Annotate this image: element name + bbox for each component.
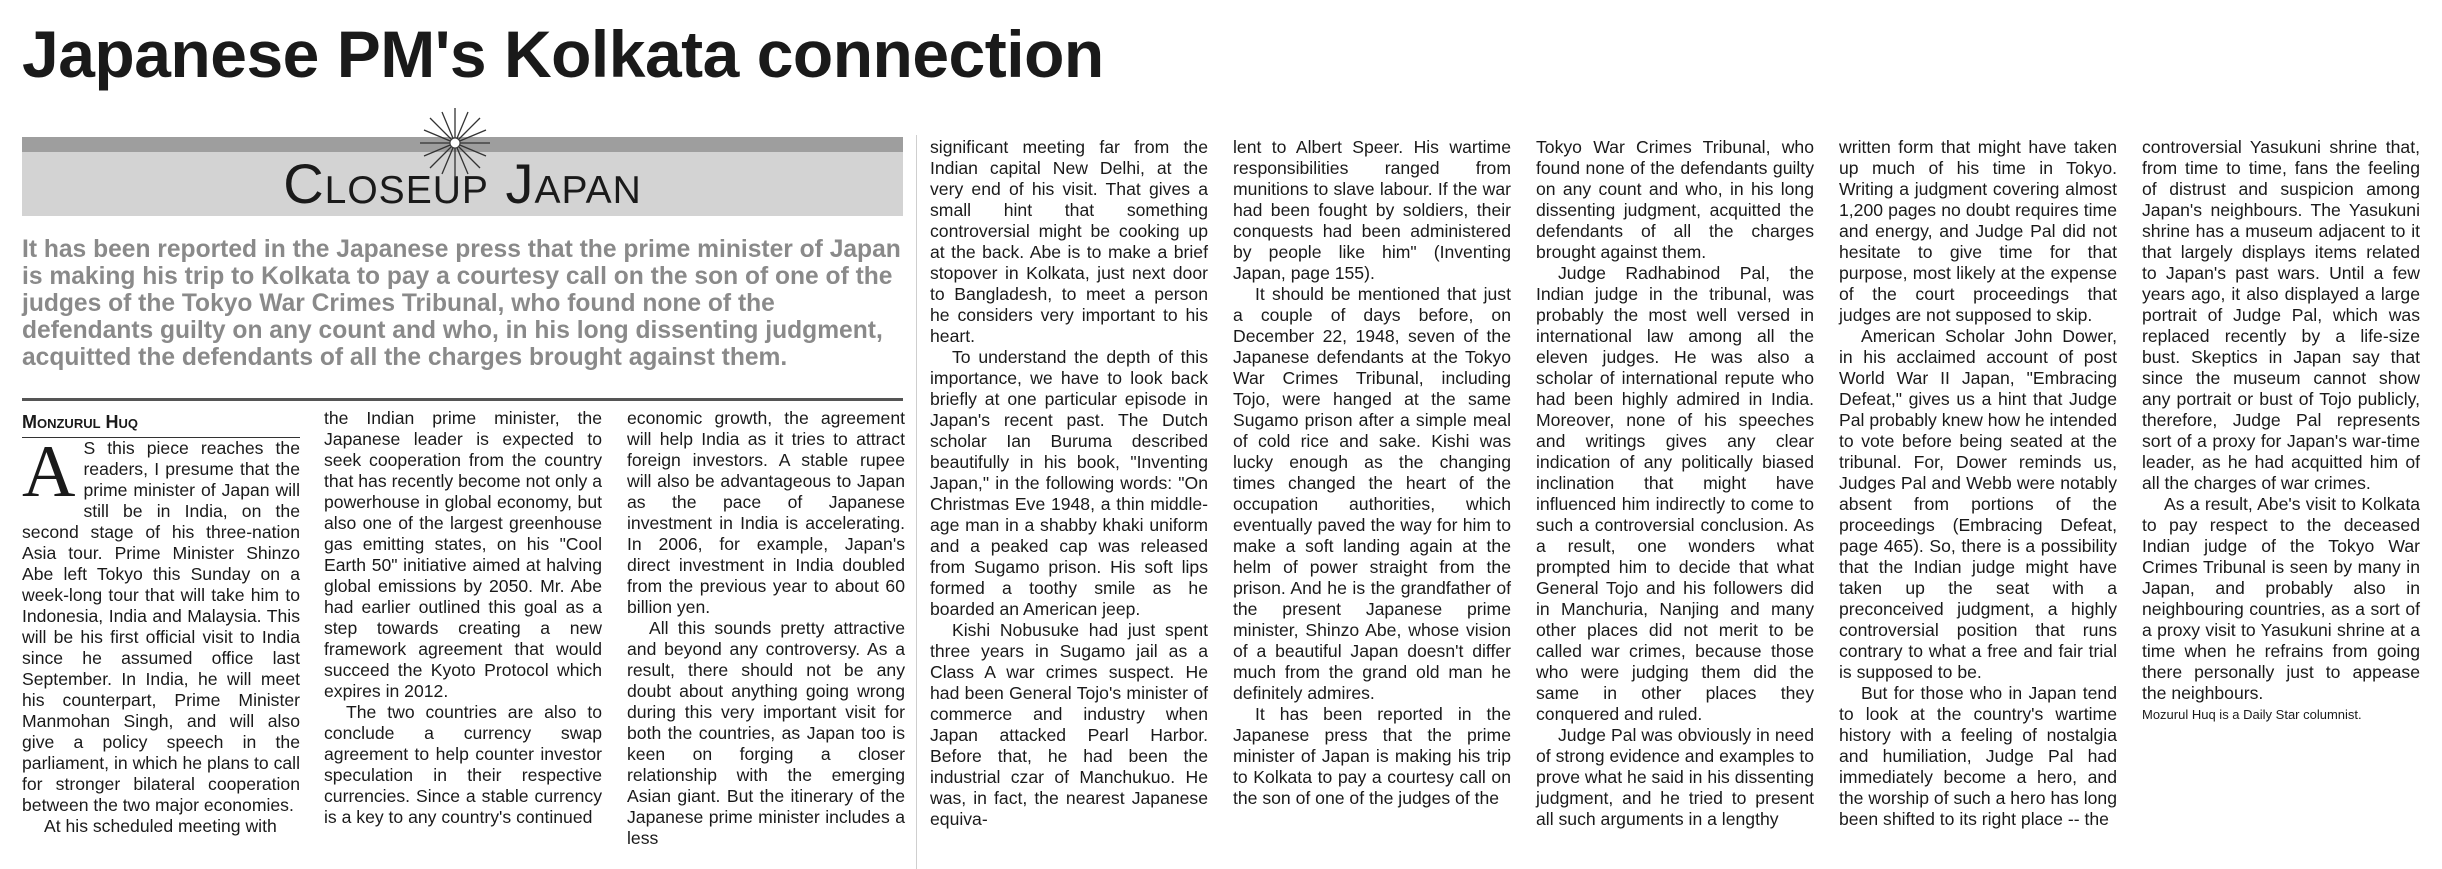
headline: Japanese PM's Kolkata connection [22,17,1104,91]
paragraph: Tokyo War Crimes Tribunal, who found none of the defendants guilty on any count and who, in his long dissenting judgment, acquitted the defendants of all the charges brought against them. [1536,137,1814,262]
paragraph: But for those who in Japan tend to look at the country's wartime history with a feeling of nostalgia and humiliation, Judge Pal had immediately become a hero, and the worship of such a hero has long been shifted to its right place -- the [1839,683,2117,829]
article-column-3 [627,408,905,849]
lede-rule [22,398,903,401]
paragraph: significant meeting far from the Indian capital New Delhi, at the very end of his visit. That gives a small hint that something controversial might be cooking up at the back. Abe is to make a brief stopover in Kolkata, just next door to Bangladesh, to meet a person he considers very important to his heart. [930,137,1208,346]
byline: Monzurul Huq [22,412,300,438]
column-divider [916,135,917,869]
paragraph: economic growth, the agreement will help India as it tries to attract foreign investors. A stable rupee will also be advantageous to Japan as the pace of Japanese investment in India is accelerating. In 2006, for example, Japan's direct investment in India doubled from the previous year to about 60 billion yen. [627,408,905,617]
paragraph: the Indian prime minister, the Japanese leader is expected to seek cooperation from the country that has recently become not only a powerhouse in global economy, but also one of the largest greenhouse gas emitting states, on his "Cool Earth 50" initiative aimed at halving global emissions by 2050. Mr. Abe had earlier outlined this goal as a step towards creating a new framework agreement that would succeed the Kyoto Protocol which expires in 2012. [324,408,602,701]
paragraph: Kishi Nobusuke had just spent three years in Sugamo jail as a Class A war crimes suspect. He had been General Tojo's minister of commerce and industry when Japan attacked Pearl Harbor. Before that, he had been the industrial czar of Manchukuo. He was, in fact, the nearest Japanese equiva- [930,620,1208,829]
article-column-7 [1839,137,2117,830]
paragraph: controversial Yasukuni shrine that, from time to time, fans the feeling of distrust and suspicion among Japan's neighbours. The Yasukuni shrine has a museum adjacent to it that largely displays items related to Japan's past wars. Until a few years ago, it also displayed a large portrait of Judge Pal, which was replaced recently by a life-size bust. Skeptics in Japan say that since the museum cannot show any portrait or bust of Tojo publicly, therefore, Judge Pal represents sort of a proxy for Japan's war-time leader, as he had acquitted him of all the charges of war crimes. [2142,137,2420,493]
article-column-2 [324,408,602,828]
article-column-6 [1536,137,1814,830]
paragraph: To understand the depth of this importance, we have to look back briefly at one particular episode in Japan's recent past. The Dutch scholar Ian Buruma described beautifully in his book, "Inventing Japan," in the following words: "On Christmas Eve 1948, a thin middle-age man in a shabby khaki uniform and a peaked cap was released from Sugamo prison. His soft lips formed a toothy smile as he boarded an American jeep. [930,347,1208,619]
paragraph: At his scheduled meeting with [44,816,277,836]
lede-summary: It has been reported in the Japanese press that the prime minister of Japan is making his trip to Kolkata to pay a courtesy call on the son of one of the judges of the Tokyo War Crimes Tribunal, who found none of the defendants guilty on any count and who, in his long dissenting judgment, acquitted the defendants of all the charges brought against them. [22,236,901,371]
article-column-1 [22,412,300,837]
paragraph: A S this piece reaches the readers, I presume that the prime minister of Japan will still be in India, on the second stage of his three-nation Asia tour. Prime Minister Shinzo Abe left Tokyo this Sunday on a week-long tour that will take him to Indonesia, India and Malaysia. This will be his first official visit to India since he assumed office last September. In India, he will meet his counterpart, Prime Minister Manmohan Singh, and will also give a policy speech in the parliament, in which he plans to call for stronger bilateral cooperation between the two major economies. [22,431,300,815]
author-note: Mozurul Huq is a Daily Star columnist. [2142,707,2362,722]
paragraph: Judge Radhabinod Pal, the Indian judge in the tribunal, was probably the most well versed in international law among all the eleven judges. He was also a scholar of international repute who had been highly admired in India. Moreover, none of his speeches and writings gives any clear indication of any politically biased inclination that might have influenced him indirectly to come to such a controversial conclusion. As a result, one wonders what prompted him to decide that what General Tojo and his followers did in Manchuria, Nanjing and many other places did not merit to be called war crimes, because those who were judging them did the same in other places they conquered and ruled. [1536,263,1814,724]
article-column-8 [2142,137,2420,725]
article-column-4 [930,137,1208,830]
section-title: Closeup Japan [283,152,642,215]
drop-cap: A [22,431,76,513]
paragraph: American Scholar John Dower, in his acclaimed account of post World War II Japan, "Embracing Defeat," gives us a hint that Judge Pal probably knew how he intended to vote before being seated at the tribunal. For, Dower reminds us, Judges Pal and Webb were notably absent from portions of the proceedings (Embracing Defeat, page 465). So, there is a possibility that the Indian judge might have taken up the seat with a preconceived judgment, a highly controversial position that runs contrary to what a free and fair trial is supposed to be. [1839,326,2117,682]
paragraph: It should be mentioned that just a couple of days before, on December 22, 1948, seven of the Japanese defendants at the Tokyo War Crimes Tribunal, including Tojo, were hanged at the same Sugamo prison after a simple meal of cold rice and sake. Kishi was lucky enough as the changing times changed the heart of the occupation authorities, which eventually paved the way for him to make a soft landing again at the helm of power straight from the prison. And he is the grandfather of the present Japanese prime minister, Shinzo Abe, whose vision of a beautiful Japan doesn't differ much from the grand old man he definitely admires. [1233,284,1511,703]
paragraph: written form that might have taken up much of his time in Tokyo. Writing a judgment covering almost 1,200 pages no doubt requires time and energy, and Judge Pal did not hesitate to give time for that purpose, most likely at the expense of the court proceedings that judges are not supposed to skip. [1839,137,2117,325]
article-column-5 [1233,137,1511,809]
paragraph: lent to Albert Speer. His wartime responsibilities ranged from munitions to slave labour. If the war had been fought by soldiers, their conquests had been administered by people like him" (Inventing Japan, page 155). [1233,137,1511,283]
paragraph: All this sounds pretty attractive and beyond any controversy. As a result, there should not be any doubt about anything going wrong during this very important visit for both the countries, as Japan too is keen on forging a closer relationship with the emerging Asian giant. But the itinerary of the Japanese prime minister includes a less [627,618,905,848]
paragraph: It has been reported in the Japanese press that the prime minister of Japan is making his trip to Kolkata to pay a courtesy call on the son of one of the judges of the [1233,704,1511,808]
starburst-icon [418,106,492,180]
paragraph: The two countries are also to conclude a currency swap agreement to help counter investor speculation in their respective currencies. Since a stable currency is a key to any country's continued [324,702,602,827]
paragraph: Judge Pal was obviously in need of strong evidence and examples to prove what he said in his dissenting judgment, and he tried to present all such arguments in a lengthy [1536,725,1814,829]
paragraph: As a result, Abe's visit to Kolkata to pay respect to the deceased Indian judge of the Tokyo War Crimes Tribunal is seen by many in Japan, and probably also in neighbouring countries, as a sort of a proxy visit to Yasukuni shrine at a time when he refrains from going there personally just to appease the neighbours. [2142,494,2420,703]
